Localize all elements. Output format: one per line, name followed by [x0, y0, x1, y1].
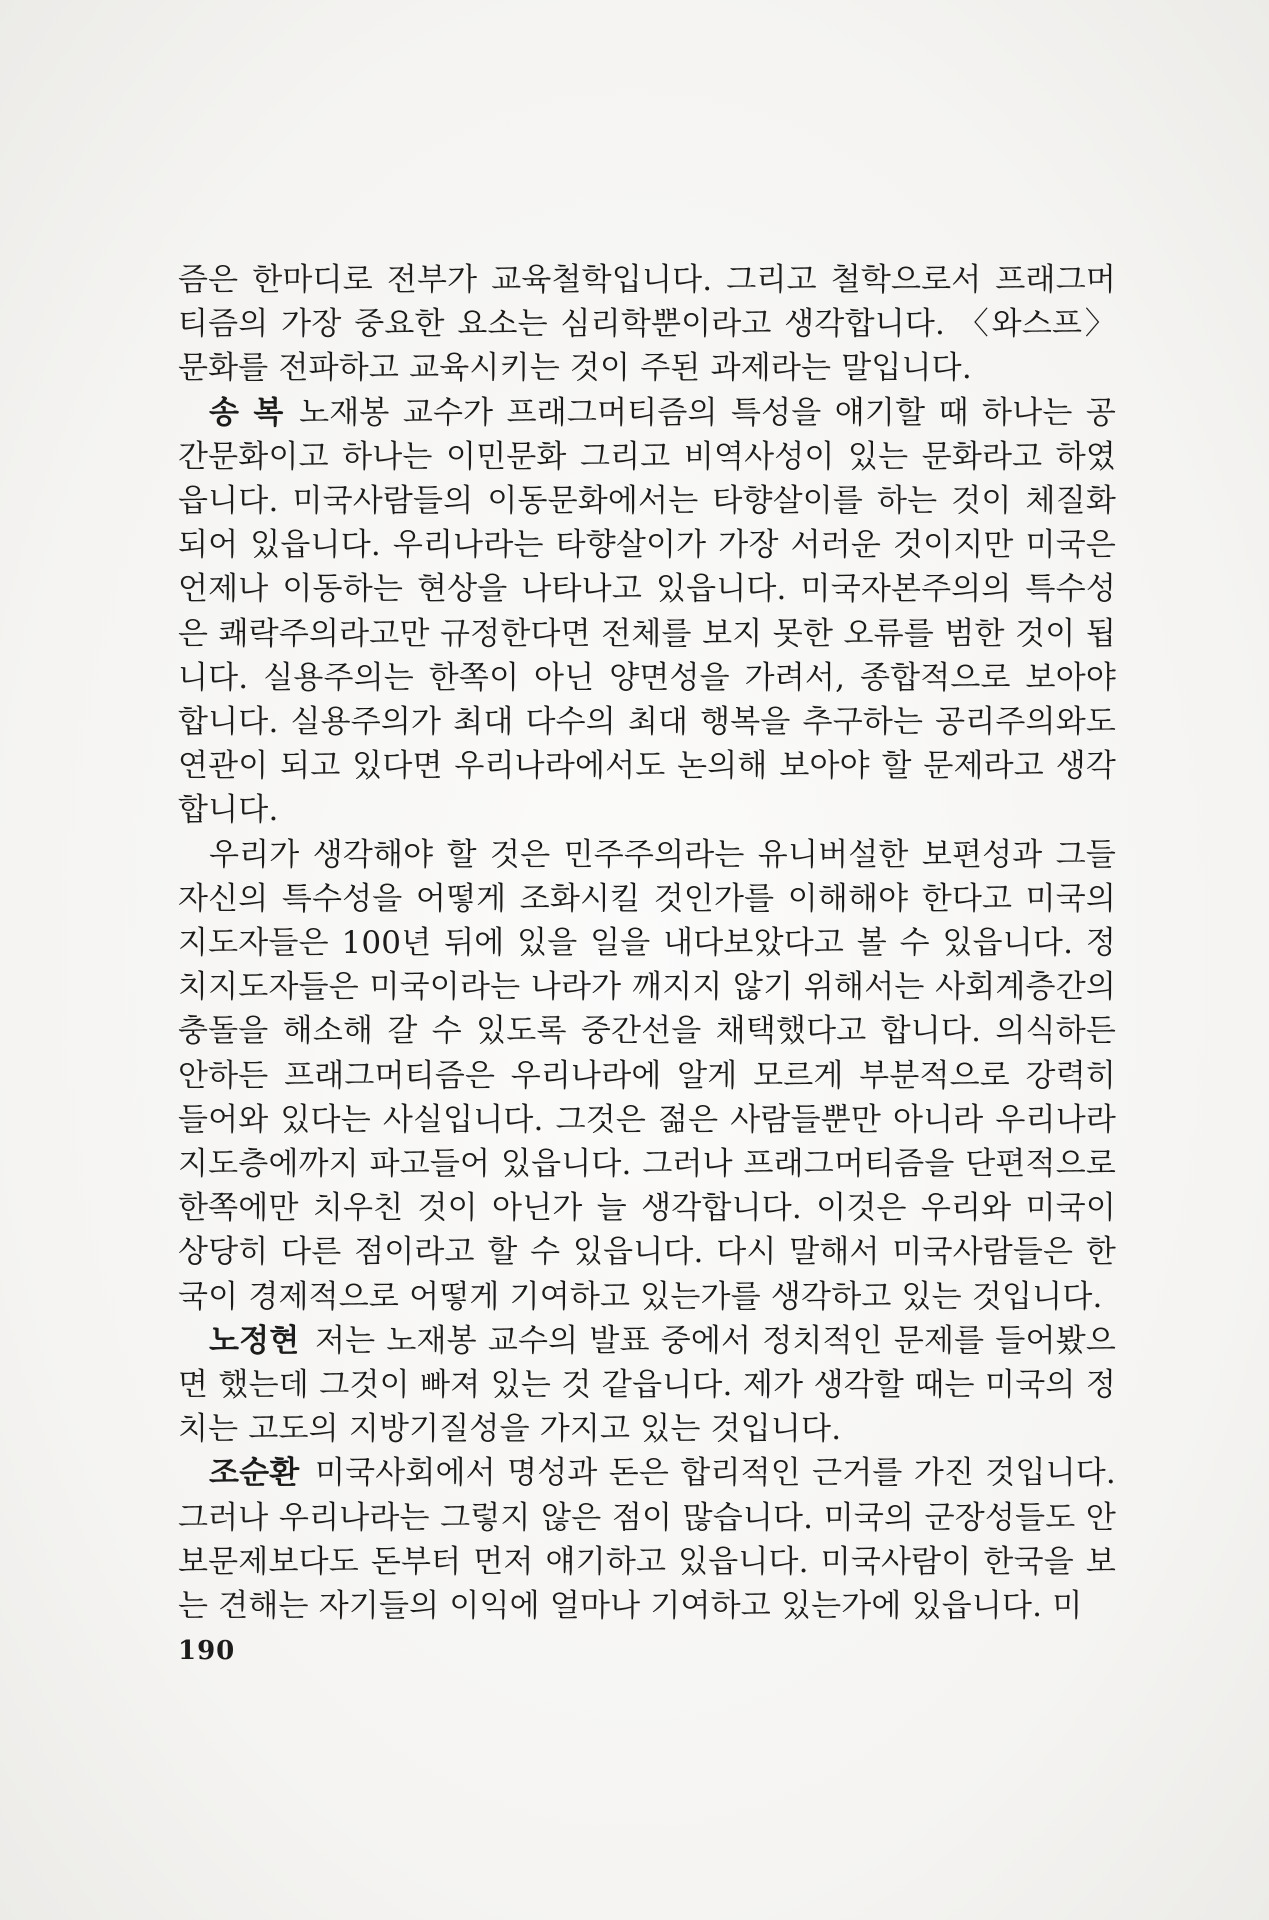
paragraph-text: 저는 노재봉 교수의 발표 중에서 정치적인 문제를 들어봤으면 했는데 그것이 빠져 있는 것 같읍니다. 제가 생각할 때는 미국의 정치는 고도의 지방기질성을 가지고 있는 것입니다.	[178, 1322, 1116, 1448]
paragraph-text: 우리가 생각해야 할 것은 민주주의라는 유니버설한 보편성과 그들 자신의 특수성을 어떻게 조화시킬 것인가를 이해해야 한다고 미국의 지도자들은 100년 뒤에 있을 일을 내다보았다고 볼 수 있읍니다. 정치지도자들은 미국이라는 나라가 깨지지 않기 위해서는 사회계층간의 충돌을 해소해 갈 수 있도록 중간선을 채택했다고 합니다. 의식하든 안하든 프래그머티즘은 우리나라에 알게 모르게 부분적으로 강력히 들어와 있다는 사실입니다. 그것은 젊은 사람들뿐만 아니라 우리나라 지도층에까지 파고들어 있읍니다. 그러나 프래그머티즘을 단편적으로 한쪽에만 치우친 것이 아닌가 늘 생각합니다. 이것은 우리와 미국이 상당히 다른 점이라고 할 수 있읍니다. 다시 말해서 미국사람들은 한국이 경제적으로 어떻게 기여하고 있는가를 생각하고 있는 것입니다.	[178, 836, 1116, 1315]
paragraph-song-bok-continued	[178, 833, 1116, 1319]
paragraph-continuation	[178, 258, 1116, 391]
paragraph-text: 미국사회에서 명성과 돈은 합리적인 근거를 가진 것입니다. 그러나 우리나라는 그렇지 않은 점이 많습니다. 미국의 군장성들도 안보문제보다도 돈부터 먼저 얘기하고 있읍니다. 미국사람이 한국을 보는 견해는 자기들의 이익에 얼마나 기여하고 있는가에 있읍니다. 미	[178, 1455, 1116, 1625]
paragraph-text: 노재봉 교수가 프래그머티즘의 특성을 얘기할 때 하나는 공간문화이고 하나는 이민문화 그리고 비역사성이 있는 문화라고 하였읍니다. 미국사람들의 이동문화에서는 타향살이를 하는 것이 체질화되어 있읍니다. 우리나라는 타향살이가 가장 서러운 것이지만 미국은 언제나 이동하는 현상을 나타나고 있읍니다. 미국자본주의의 특수성은 쾌락주의라고만 규정한다면 전체를 보지 못한 오류를 범한 것이 됩니다. 실용주의는 한쪽이 아닌 양면성을 가려서, 종합적으로 보아야 합니다. 실용주의가 최대 다수의 최대 행복을 추구하는 공리주의와도 연관이 되고 있다면 우리나라에서도 논의해 보아야 할 문제라고 생각합니다.	[178, 394, 1116, 829]
body-text	[178, 258, 1116, 1628]
paragraph-no-jeonghyeon	[178, 1319, 1116, 1452]
page-number: 190	[178, 1636, 236, 1666]
paragraph-jo-sunhwan	[178, 1451, 1116, 1628]
speaker-name: 송 복	[209, 394, 284, 431]
speaker-name: 노정현	[209, 1322, 300, 1359]
paragraph-text: 즘은 한마디로 전부가 교육철학입니다. 그리고 철학으로서 프래그머티즘의 가장 중요한 요소는 심리학뿐이라고 생각합니다. 〈와스프〉문화를 전파하고 교육시키는 것이 주된 과제라는 말입니다.	[178, 262, 1116, 387]
paragraph-song-bok	[178, 391, 1116, 833]
speaker-name: 조순환	[209, 1455, 300, 1492]
